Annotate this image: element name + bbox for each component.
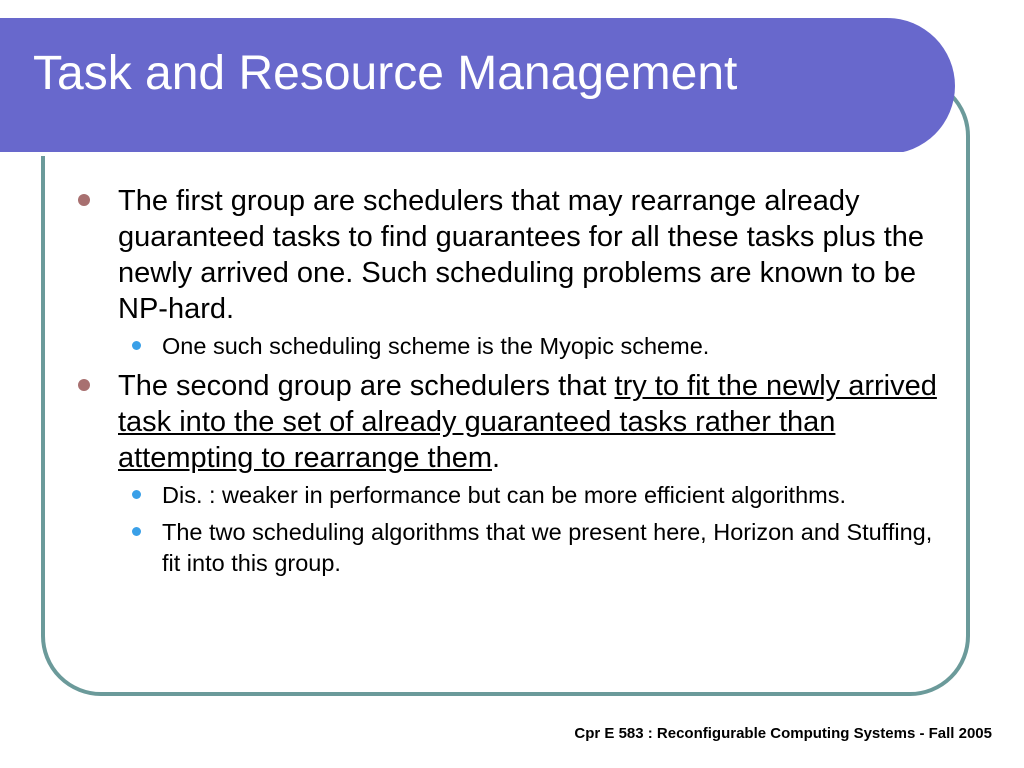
sub-bullet-text: One such scheduling scheme is the Myopic scheme. [162, 333, 710, 359]
bullet-dot-icon [78, 194, 90, 206]
bullet-list [78, 183, 938, 585]
slide-footer: Cpr E 583 : Reconfigurable Computing Systems - Fall 2005 [574, 725, 992, 742]
bullet-item-1 [78, 183, 938, 327]
sub-bullet-item-2-1 [78, 480, 938, 511]
title-divider [0, 152, 904, 156]
sub-bullet-dot-icon [132, 490, 141, 499]
sub-bullet-item-2-2 [78, 517, 938, 579]
slide-title: Task and Resource Management [33, 47, 738, 100]
bullet-dot-icon [78, 379, 90, 391]
bullet-text-underlined: try to fit the newly arrived task into the set of already guaranteed tasks rather than attempting to rearrange them [118, 370, 937, 474]
sub-bullet-text: Dis. : weaker in performance but can be more efficient algorithms. [162, 482, 846, 508]
sub-bullet-text: The two scheduling algorithms that we present here, Horizon and Stuffing, fit into this group. [162, 519, 933, 576]
sub-bullet-dot-icon [132, 341, 141, 350]
bullet-text-prefix: The second group are schedulers that [118, 370, 615, 402]
sub-bullet-dot-icon [132, 527, 141, 536]
bullet-text-suffix: . [491, 442, 501, 474]
bullet-text: The first group are schedulers that may rearrange already guaranteed tasks to find guarantees for all these tasks plus the newly arrived one. Such scheduling problems are known to be NP-hard. [118, 185, 925, 325]
sub-bullet-item-1-1 [78, 331, 938, 362]
bullet-item-2 [78, 368, 938, 476]
